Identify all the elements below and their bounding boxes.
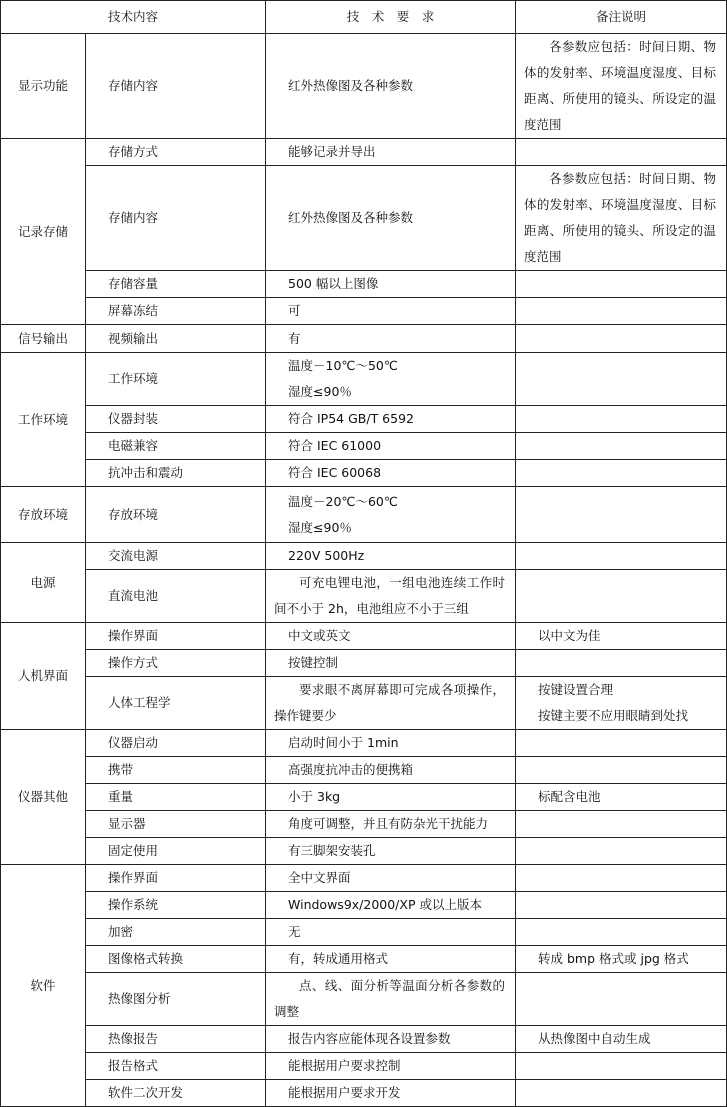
- item-cell: 操作方式: [86, 650, 266, 677]
- item-cell: 操作界面: [86, 865, 266, 892]
- requirement-cell: 高强度抗冲击的便携箱: [266, 757, 516, 784]
- table-row: [1, 1080, 727, 1107]
- table-row: [1, 892, 727, 919]
- note-cell: [516, 811, 727, 838]
- table-row: [1, 139, 727, 166]
- note-cell: 各参数应包括：时间日期、物体的发射率、环境温度湿度、目标距离、所使用的镜头、所设定的温度范围: [516, 166, 727, 271]
- note-cell: [516, 487, 727, 543]
- item-cell: 热像图分析: [86, 973, 266, 1026]
- note-cell: 转成 bmp 格式或 jpg 格式: [516, 946, 727, 973]
- requirement-cell: Windows9x/2000/XP 或以上版本: [266, 892, 516, 919]
- note-cell: [516, 570, 727, 623]
- table-row: [1, 460, 727, 487]
- table-row: [1, 865, 727, 892]
- table-row: [1, 623, 727, 650]
- table-row: [1, 730, 727, 757]
- note-cell: 按键设置合理 按键主要不应用眼睛到处找: [516, 677, 727, 730]
- table-row: [1, 757, 727, 784]
- table-row: [1, 677, 727, 730]
- table-row: [1, 650, 727, 677]
- table-row: [1, 433, 727, 460]
- requirement-cell: 要求眼不离屏幕即可完成各项操作，操作键要少: [266, 677, 516, 730]
- table-row: [1, 784, 727, 811]
- requirement-cell: 红外热像图及各种参数: [266, 34, 516, 139]
- note-cell: 标配含电池: [516, 784, 727, 811]
- requirement-cell: 有，转成通用格式: [266, 946, 516, 973]
- item-cell: 存储内容: [86, 166, 266, 271]
- note-cell: [516, 973, 727, 1026]
- note-cell: [516, 433, 727, 460]
- requirement-cell: 启动时间小于 1min: [266, 730, 516, 757]
- category-cell: 信号输出: [1, 325, 86, 353]
- category-cell: 电源: [1, 543, 86, 623]
- item-cell: 存储内容: [86, 34, 266, 139]
- requirement-cell: 温度－20℃～60℃ 湿度≤90％: [266, 487, 516, 543]
- note-cell: [516, 271, 727, 298]
- requirement-cell: 有: [266, 325, 516, 353]
- note-cell: [516, 543, 727, 570]
- item-cell: 显示器: [86, 811, 266, 838]
- requirement-cell: 无: [266, 919, 516, 946]
- requirement-cell: 小于 3kg: [266, 784, 516, 811]
- note-cell: [516, 865, 727, 892]
- header-notes: 备注说明: [516, 1, 727, 34]
- table-row: [1, 298, 727, 325]
- requirement-cell: 符合 IEC 60068: [266, 460, 516, 487]
- item-cell: 存储方式: [86, 139, 266, 166]
- note-cell: [516, 838, 727, 865]
- table-row: [1, 919, 727, 946]
- header-row: [1, 1, 727, 34]
- requirement-cell: 符合 IEC 61000: [266, 433, 516, 460]
- requirement-cell: 可: [266, 298, 516, 325]
- requirement-cell: 有三脚架安装孔: [266, 838, 516, 865]
- header-requirements: 技 术 要 求: [266, 1, 516, 34]
- requirement-cell: 红外热像图及各种参数: [266, 166, 516, 271]
- note-cell: [516, 650, 727, 677]
- note-cell: [516, 460, 727, 487]
- category-cell: 显示功能: [1, 34, 86, 139]
- requirement-cell: 中文或英文: [266, 623, 516, 650]
- table-row: [1, 406, 727, 433]
- note-cell: [516, 757, 727, 784]
- table-row: [1, 973, 727, 1026]
- item-cell: 操作系统: [86, 892, 266, 919]
- item-cell: 热像报告: [86, 1026, 266, 1053]
- note-cell: [516, 139, 727, 166]
- category-cell: 软件: [1, 865, 86, 1107]
- item-cell: 软件二次开发: [86, 1080, 266, 1107]
- table-row: [1, 811, 727, 838]
- requirement-cell: 220V 500Hz: [266, 543, 516, 570]
- requirement-cell: 符合 IP54 GB/T 6592: [266, 406, 516, 433]
- table-row: [1, 543, 727, 570]
- note-cell: 从热像图中自动生成: [516, 1026, 727, 1053]
- table-row: [1, 271, 727, 298]
- table-row: [1, 1026, 727, 1053]
- note-cell: [516, 298, 727, 325]
- note-cell: [516, 325, 727, 353]
- table-row: [1, 353, 727, 406]
- note-cell: [516, 1053, 727, 1080]
- table-row: [1, 838, 727, 865]
- item-cell: 电磁兼容: [86, 433, 266, 460]
- note-cell: [516, 892, 727, 919]
- header-content: 技术内容: [1, 1, 266, 34]
- note-cell: [516, 919, 727, 946]
- item-cell: 抗冲击和震动: [86, 460, 266, 487]
- category-cell: 人机界面: [1, 623, 86, 730]
- category-cell: 工作环境: [1, 353, 86, 487]
- item-cell: 存储容量: [86, 271, 266, 298]
- table-row: [1, 1053, 727, 1080]
- item-cell: 人体工程学: [86, 677, 266, 730]
- requirement-cell: 可充电锂电池，一组电池连续工作时间不小于 2h，电池组应不小于三组: [266, 570, 516, 623]
- note-cell: [516, 353, 727, 406]
- table-row: [1, 946, 727, 973]
- item-cell: 仪器封装: [86, 406, 266, 433]
- item-cell: 操作界面: [86, 623, 266, 650]
- requirement-cell: 温度－10℃～50℃ 湿度≤90％: [266, 353, 516, 406]
- note-cell: 以中文为佳: [516, 623, 727, 650]
- category-cell: 仪器其他: [1, 730, 86, 865]
- table-row: [1, 166, 727, 271]
- table-row: [1, 487, 727, 543]
- item-cell: 报告格式: [86, 1053, 266, 1080]
- item-cell: 存放环境: [86, 487, 266, 543]
- note-cell: 各参数应包括：时间日期、物体的发射率、环境温度湿度、目标距离、所使用的镜头、所设定的温度范围: [516, 34, 727, 139]
- item-cell: 重量: [86, 784, 266, 811]
- requirement-cell: 全中文界面: [266, 865, 516, 892]
- requirement-cell: 500 幅以上图像: [266, 271, 516, 298]
- note-cell: [516, 1080, 727, 1107]
- category-cell: 存放环境: [1, 487, 86, 543]
- item-cell: 固定使用: [86, 838, 266, 865]
- requirement-cell: 点、线、面分析等温面分析各参数的调整: [266, 973, 516, 1026]
- requirement-cell: 能根据用户要求控制: [266, 1053, 516, 1080]
- item-cell: 加密: [86, 919, 266, 946]
- table-row: [1, 34, 727, 139]
- item-cell: 仪器启动: [86, 730, 266, 757]
- category-cell: 记录存储: [1, 139, 86, 325]
- requirement-cell: 能够记录并导出: [266, 139, 516, 166]
- item-cell: 屏幕冻结: [86, 298, 266, 325]
- requirement-cell: 报告内容应能体现各设置参数: [266, 1026, 516, 1053]
- note-cell: [516, 406, 727, 433]
- requirement-cell: 按键控制: [266, 650, 516, 677]
- requirement-cell: 能根据用户要求开发: [266, 1080, 516, 1107]
- item-cell: 视频输出: [86, 325, 266, 353]
- item-cell: 携带: [86, 757, 266, 784]
- item-cell: 交流电源: [86, 543, 266, 570]
- item-cell: 工作环境: [86, 353, 266, 406]
- table-row: [1, 570, 727, 623]
- item-cell: 直流电池: [86, 570, 266, 623]
- table-row: [1, 325, 727, 353]
- item-cell: 图像格式转换: [86, 946, 266, 973]
- requirement-cell: 角度可调整，并且有防杂光干扰能力: [266, 811, 516, 838]
- note-cell: [516, 730, 727, 757]
